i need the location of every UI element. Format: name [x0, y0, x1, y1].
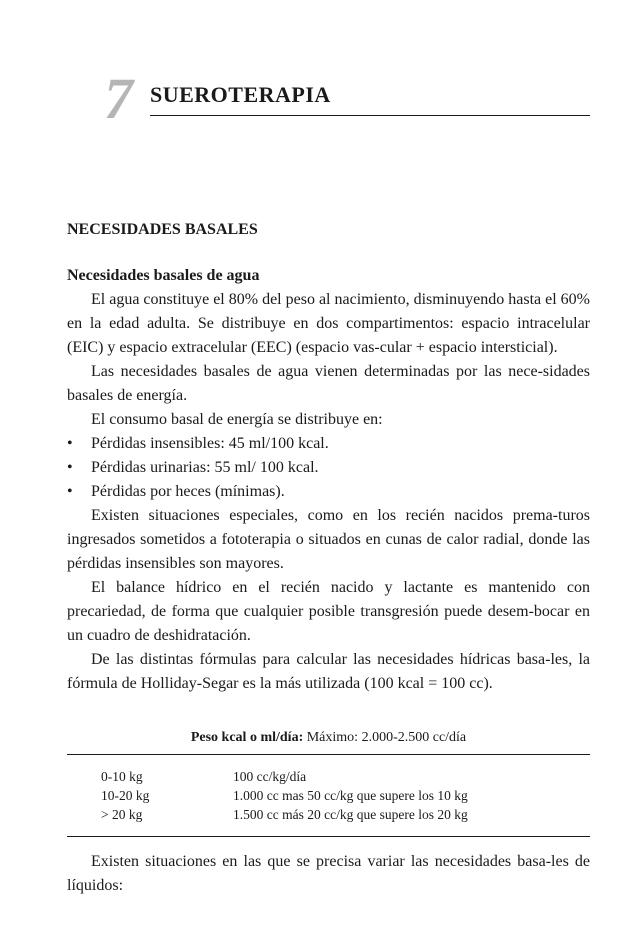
formula-rows — [67, 755, 590, 836]
formula-bottom-rule — [67, 836, 590, 837]
table-row — [67, 786, 590, 805]
weight-range: 0-10 kg — [101, 769, 143, 784]
closing-text — [67, 850, 590, 898]
subheading: Necesidades basales de agua — [67, 267, 260, 284]
table-row — [67, 805, 590, 824]
paragraph: Existen situaciones en las que se precisa variar las necesidades basa-les de líquidos: — [67, 853, 590, 894]
body-text — [67, 264, 590, 696]
bullet-text: Pérdidas insensibles: 45 ml/100 kcal. — [91, 435, 329, 452]
bullet-text: Pérdidas urinarias: 55 ml/ 100 kcal. — [91, 459, 319, 476]
weight-range: > 20 kg — [101, 807, 143, 822]
table-row — [67, 767, 590, 786]
bullet-item — [67, 432, 590, 456]
paragraph: El consumo basal de energía se distribuye en: — [91, 411, 383, 428]
chapter-title: SUEROTERAPIA — [150, 82, 331, 107]
bullet-marker: • — [67, 435, 73, 452]
chapter-title-rule — [150, 115, 590, 116]
weight-range: 10-20 kg — [101, 788, 150, 803]
fluid-value: 1.500 cc más 20 cc/kg que supere los 20 kg — [233, 807, 468, 822]
bullet-item — [67, 480, 590, 504]
chapter-number: 7 — [104, 66, 133, 131]
paragraph: El agua constituye el 80% del peso al nacimiento, disminuyendo hasta el 60% en la edad adulta. Se distribuye en dos compartimentos: espacio intracelular (EIC) y espacio extracelular (EEC) (espacio vas-cular + espacio intersticial). — [67, 291, 590, 356]
bullet-marker: • — [67, 459, 73, 476]
section-heading: NECESIDADES BASALES — [67, 221, 258, 238]
holliday-segar-table — [67, 728, 590, 837]
paragraph: De las distintas fórmulas para calcular las necesidades hídricas basa-les, la fórmula de Holliday-Segar es la más utilizada (100 kcal = 100 cc). — [67, 651, 590, 692]
paragraph: Las necesidades basales de agua vienen determinadas por las nece-sidades basales de energía. — [67, 363, 590, 404]
formula-label: Peso kcal o ml/día: — [190, 730, 304, 745]
bullet-marker: • — [67, 483, 73, 500]
fluid-value: 1.000 cc mas 50 cc/kg que supere los 10 kg — [233, 788, 468, 803]
paragraph: El balance hídrico en el recién nacido y lactante es mantenido con precariedad, de forma que cualquier posible transgresión puede desem-bocar en un cuadro de deshidratación. — [67, 579, 590, 644]
fluid-value: 100 cc/kg/día — [233, 769, 307, 784]
paragraph: Existen situaciones especiales, como en los recién nacidos prema-turos ingresados sometidos a fototerapia o situados en cunas de calor radial, donde las pérdidas insensibles son mayores. — [67, 507, 590, 572]
bullet-item — [67, 456, 590, 480]
bullet-text: Pérdidas por heces (mínimas). — [91, 483, 285, 500]
formula-caption — [67, 728, 590, 748]
formula-max: Máximo: 2.000-2.500 cc/día — [306, 730, 467, 745]
